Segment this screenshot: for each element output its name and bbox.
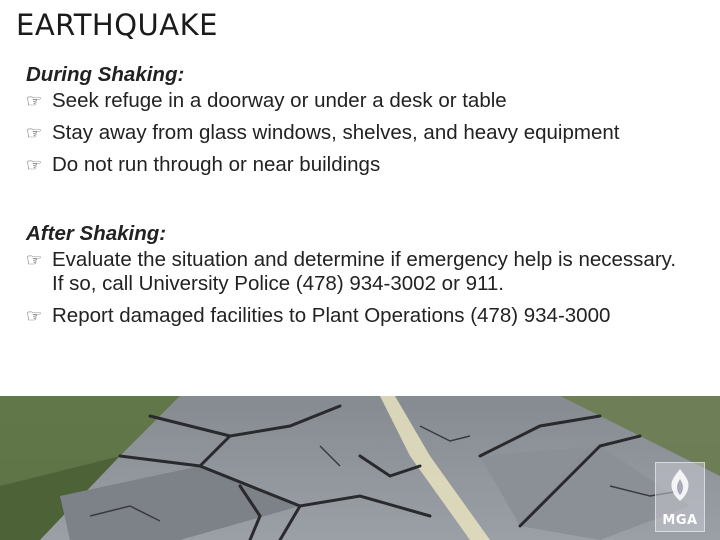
- flame-shield-icon: [656, 463, 704, 507]
- during-shaking-list: [26, 89, 686, 177]
- bullet-text: Report damaged facilities to Plant Operations (478) 934-3000: [52, 304, 611, 327]
- slide-content: [26, 63, 686, 336]
- bullet-text: Stay away from glass windows, shelves, and heavy equipment: [52, 121, 620, 144]
- pointing-hand-icon: ☞: [26, 155, 43, 175]
- bullet-text: Seek refuge in a doorway or under a desk or table: [52, 89, 507, 112]
- list-item: [26, 248, 686, 296]
- pointing-hand-icon: ☞: [26, 250, 43, 270]
- mga-logo: [655, 462, 705, 532]
- bullet-text: Do not run through or near buildings: [52, 153, 381, 176]
- logo-text: MGA: [662, 513, 698, 528]
- list-item: [26, 304, 686, 328]
- after-shaking-list: [26, 248, 686, 328]
- section-spacer: [26, 185, 686, 222]
- slide-title: EARTHQUAKE: [16, 8, 218, 42]
- list-item: [26, 121, 686, 145]
- pointing-hand-icon: ☞: [26, 306, 43, 326]
- list-item: [26, 153, 686, 177]
- cracked-road-photo: [0, 396, 720, 540]
- pointing-hand-icon: ☞: [26, 123, 43, 143]
- after-shaking-heading: After Shaking:: [26, 222, 167, 245]
- during-shaking-heading: During Shaking:: [26, 63, 185, 86]
- list-item: [26, 89, 686, 113]
- pointing-hand-icon: ☞: [26, 91, 43, 111]
- bullet-text: Evaluate the situation and determine if emergency help is necessary. If so, call University Police (478) 934-3002 or 911.: [52, 248, 677, 295]
